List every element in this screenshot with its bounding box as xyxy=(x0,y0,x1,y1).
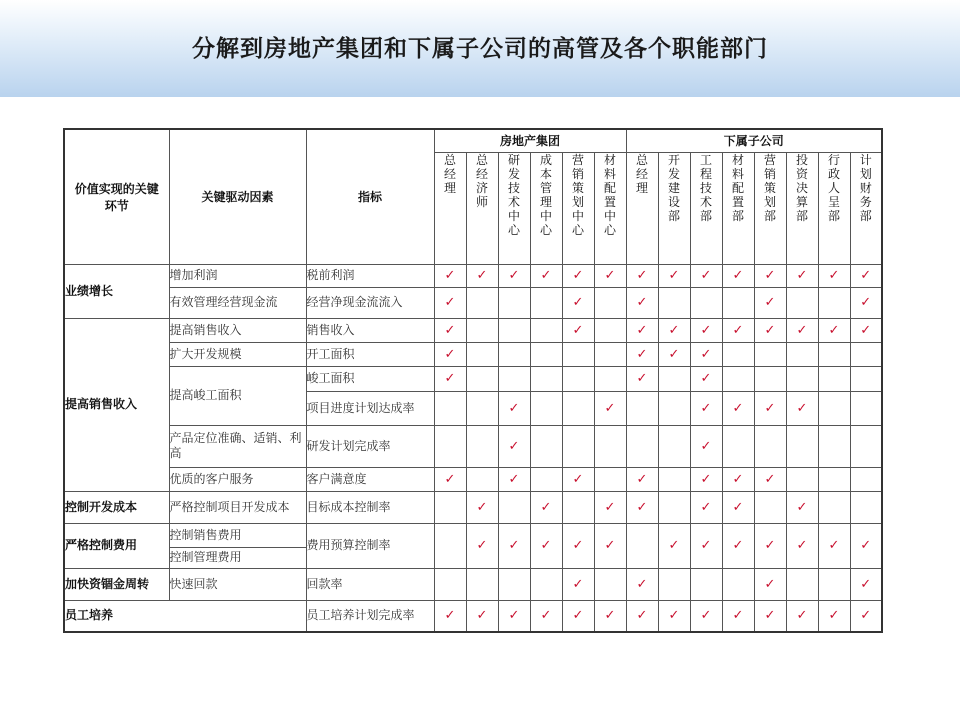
checkmark-icon: ✓ xyxy=(434,264,466,287)
empty-cell xyxy=(466,366,498,391)
checkmark-icon: ✓ xyxy=(850,600,882,632)
column-header-label: 材料配置中心 xyxy=(603,152,616,237)
checkmark-icon: ✓ xyxy=(626,342,658,366)
empty-cell xyxy=(850,425,882,467)
column-header-label: 总经理 xyxy=(443,152,456,195)
checkmark-icon: ✓ xyxy=(562,467,594,491)
empty-cell xyxy=(498,287,530,318)
stage-cell: 提高销售收入 xyxy=(64,318,169,491)
empty-cell xyxy=(818,342,850,366)
header-stage: 价值实现的关键环节 xyxy=(64,129,169,264)
checkmark-icon: ✓ xyxy=(690,467,722,491)
checkmark-icon: ✓ xyxy=(754,600,786,632)
empty-cell xyxy=(722,425,754,467)
checkmark-icon: ✓ xyxy=(722,523,754,568)
checkmark-icon: ✓ xyxy=(530,491,562,523)
empty-cell xyxy=(754,491,786,523)
column-header-label: 投资决算部 xyxy=(795,152,808,223)
checkmark-icon: ✓ xyxy=(498,425,530,467)
empty-cell xyxy=(594,568,626,600)
checkmark-icon: ✓ xyxy=(562,600,594,632)
empty-cell xyxy=(466,568,498,600)
driver-cell: 快速回款 xyxy=(169,568,306,600)
checkmark-icon: ✓ xyxy=(530,600,562,632)
empty-cell xyxy=(466,287,498,318)
checkmark-icon: ✓ xyxy=(594,600,626,632)
driver-cell: 增加利润 xyxy=(169,264,306,287)
indicator-cell: 项目进度计划达成率 xyxy=(306,391,434,425)
empty-cell xyxy=(850,391,882,425)
checkmark-icon: ✓ xyxy=(850,568,882,600)
table-row xyxy=(64,318,882,342)
empty-cell xyxy=(658,568,690,600)
empty-cell xyxy=(626,391,658,425)
checkmark-icon: ✓ xyxy=(658,523,690,568)
empty-cell xyxy=(466,318,498,342)
column-header-3 xyxy=(530,152,562,264)
table-row xyxy=(64,467,882,491)
checkmark-icon: ✓ xyxy=(434,342,466,366)
empty-cell xyxy=(818,467,850,491)
empty-cell xyxy=(626,425,658,467)
checkmark-icon: ✓ xyxy=(818,264,850,287)
stage-cell: 控制开发成本 xyxy=(64,491,169,523)
table-row xyxy=(64,264,882,287)
checkmark-icon: ✓ xyxy=(658,342,690,366)
checkmark-icon: ✓ xyxy=(722,264,754,287)
indicator-cell: 峻工面积 xyxy=(306,366,434,391)
column-header-6 xyxy=(626,152,658,264)
empty-cell xyxy=(530,467,562,491)
empty-cell xyxy=(818,287,850,318)
empty-cell xyxy=(850,342,882,366)
checkmark-icon: ✓ xyxy=(754,391,786,425)
checkmark-icon: ✓ xyxy=(658,264,690,287)
empty-cell xyxy=(434,568,466,600)
checkmark-icon: ✓ xyxy=(498,391,530,425)
responsibility-matrix xyxy=(63,128,883,633)
indicator-cell: 开工面积 xyxy=(306,342,434,366)
column-header-label: 营销策划部 xyxy=(763,152,776,223)
table-row xyxy=(64,425,882,467)
column-header-1 xyxy=(466,152,498,264)
checkmark-icon: ✓ xyxy=(690,425,722,467)
checkmark-icon: ✓ xyxy=(818,600,850,632)
empty-cell xyxy=(562,425,594,467)
checkmark-icon: ✓ xyxy=(466,264,498,287)
empty-cell xyxy=(658,491,690,523)
empty-cell xyxy=(594,287,626,318)
checkmark-icon: ✓ xyxy=(786,523,818,568)
checkmark-icon: ✓ xyxy=(754,264,786,287)
empty-cell xyxy=(562,366,594,391)
checkmark-icon: ✓ xyxy=(754,467,786,491)
checkmark-icon: ✓ xyxy=(690,264,722,287)
empty-cell xyxy=(530,568,562,600)
driver-cell: 扩大开发规模 xyxy=(169,342,306,366)
checkmark-icon: ✓ xyxy=(786,264,818,287)
empty-cell xyxy=(594,467,626,491)
column-header-9 xyxy=(722,152,754,264)
empty-cell xyxy=(786,366,818,391)
checkmark-icon: ✓ xyxy=(722,391,754,425)
column-header-label: 计划财务部 xyxy=(859,152,872,223)
checkmark-icon: ✓ xyxy=(562,318,594,342)
checkmark-icon: ✓ xyxy=(690,342,722,366)
checkmark-icon: ✓ xyxy=(850,287,882,318)
table-row xyxy=(64,568,882,600)
table-row xyxy=(64,523,882,547)
checkmark-icon: ✓ xyxy=(690,391,722,425)
empty-cell xyxy=(722,342,754,366)
checkmark-icon: ✓ xyxy=(850,318,882,342)
checkmark-icon: ✓ xyxy=(786,491,818,523)
header-group-subsidiary: 下属子公司 xyxy=(626,129,882,152)
column-header-label: 开发建设部 xyxy=(667,152,680,223)
empty-cell xyxy=(594,425,626,467)
empty-cell xyxy=(850,467,882,491)
checkmark-icon: ✓ xyxy=(466,523,498,568)
driver-cell: 控制管理费用 xyxy=(169,547,306,568)
checkmark-icon: ✓ xyxy=(434,287,466,318)
checkmark-icon: ✓ xyxy=(754,318,786,342)
checkmark-icon: ✓ xyxy=(658,318,690,342)
checkmark-icon: ✓ xyxy=(594,523,626,568)
header-driver: 关键驱动因素 xyxy=(169,129,306,264)
column-header-label: 材料配置部 xyxy=(731,152,744,223)
empty-cell xyxy=(594,318,626,342)
empty-cell xyxy=(818,425,850,467)
empty-cell xyxy=(754,342,786,366)
stage-cell: 业绩增长 xyxy=(64,264,169,318)
driver-cell: 提高销售收入 xyxy=(169,318,306,342)
checkmark-icon: ✓ xyxy=(626,600,658,632)
stage-cell: 员工培养 xyxy=(64,600,306,632)
checkmark-icon: ✓ xyxy=(562,523,594,568)
table-row xyxy=(64,287,882,318)
column-header-8 xyxy=(690,152,722,264)
checkmark-icon: ✓ xyxy=(498,264,530,287)
checkmark-icon: ✓ xyxy=(498,600,530,632)
checkmark-icon: ✓ xyxy=(434,318,466,342)
driver-cell: 产品定位准确、适销、利高 xyxy=(169,425,306,467)
indicator-cell: 回款率 xyxy=(306,568,434,600)
empty-cell xyxy=(562,491,594,523)
checkmark-icon: ✓ xyxy=(626,318,658,342)
column-header-2 xyxy=(498,152,530,264)
empty-cell xyxy=(690,287,722,318)
column-header-0 xyxy=(434,152,466,264)
empty-cell xyxy=(786,467,818,491)
checkmark-icon: ✓ xyxy=(594,391,626,425)
empty-cell xyxy=(626,523,658,568)
checkmark-icon: ✓ xyxy=(626,568,658,600)
empty-cell xyxy=(658,287,690,318)
checkmark-icon: ✓ xyxy=(786,391,818,425)
empty-cell xyxy=(818,391,850,425)
empty-cell xyxy=(754,366,786,391)
checkmark-icon: ✓ xyxy=(626,264,658,287)
empty-cell xyxy=(530,342,562,366)
empty-cell xyxy=(786,425,818,467)
empty-cell xyxy=(530,287,562,318)
column-header-12 xyxy=(818,152,850,264)
checkmark-icon: ✓ xyxy=(626,491,658,523)
checkmark-icon: ✓ xyxy=(530,264,562,287)
column-header-label: 工程技术部 xyxy=(699,152,712,223)
empty-cell xyxy=(658,425,690,467)
indicator-cell: 目标成本控制率 xyxy=(306,491,434,523)
table-row xyxy=(64,342,882,366)
checkmark-icon: ✓ xyxy=(594,264,626,287)
checkmark-icon: ✓ xyxy=(530,523,562,568)
empty-cell xyxy=(498,342,530,366)
checkmark-icon: ✓ xyxy=(626,366,658,391)
empty-cell xyxy=(786,342,818,366)
stage-cell: 加快资锢金周转 xyxy=(64,568,169,600)
empty-cell xyxy=(498,318,530,342)
empty-cell xyxy=(818,366,850,391)
empty-cell xyxy=(818,568,850,600)
checkmark-icon: ✓ xyxy=(722,467,754,491)
checkmark-icon: ✓ xyxy=(466,491,498,523)
empty-cell xyxy=(530,391,562,425)
empty-cell xyxy=(850,366,882,391)
empty-cell xyxy=(594,342,626,366)
column-header-10 xyxy=(754,152,786,264)
checkmark-icon: ✓ xyxy=(562,568,594,600)
empty-cell xyxy=(658,391,690,425)
column-header-label: 总经理 xyxy=(635,152,648,195)
driver-cell: 优质的客户服务 xyxy=(169,467,306,491)
checkmark-icon: ✓ xyxy=(434,467,466,491)
checkmark-icon: ✓ xyxy=(498,467,530,491)
checkmark-icon: ✓ xyxy=(626,287,658,318)
empty-cell xyxy=(658,366,690,391)
empty-cell xyxy=(754,425,786,467)
checkmark-icon: ✓ xyxy=(466,600,498,632)
empty-cell xyxy=(498,568,530,600)
driver-cell: 有效管理经营现金流 xyxy=(169,287,306,318)
slide-title: 分解到房地产集团和下属子公司的高管及各个职能部门 xyxy=(192,36,768,62)
checkmark-icon: ✓ xyxy=(754,287,786,318)
empty-cell xyxy=(786,287,818,318)
empty-cell xyxy=(530,318,562,342)
checkmark-icon: ✓ xyxy=(818,318,850,342)
empty-cell xyxy=(498,366,530,391)
empty-cell xyxy=(434,391,466,425)
empty-cell xyxy=(562,342,594,366)
empty-cell xyxy=(690,568,722,600)
empty-cell xyxy=(466,391,498,425)
empty-cell xyxy=(562,391,594,425)
empty-cell xyxy=(434,523,466,568)
checkmark-icon: ✓ xyxy=(786,600,818,632)
checkmark-icon: ✓ xyxy=(658,600,690,632)
checkmark-icon: ✓ xyxy=(754,523,786,568)
empty-cell xyxy=(722,366,754,391)
driver-cell: 控制销售费用 xyxy=(169,523,306,547)
checkmark-icon: ✓ xyxy=(722,600,754,632)
indicator-cell: 费用预算控制率 xyxy=(306,523,434,568)
empty-cell xyxy=(434,425,466,467)
driver-cell: 严格控制项目开发成本 xyxy=(169,491,306,523)
indicator-cell: 销售收入 xyxy=(306,318,434,342)
checkmark-icon: ✓ xyxy=(562,264,594,287)
empty-cell xyxy=(850,491,882,523)
empty-cell xyxy=(818,491,850,523)
table-row xyxy=(64,366,882,391)
empty-cell xyxy=(594,366,626,391)
column-header-11 xyxy=(786,152,818,264)
checkmark-icon: ✓ xyxy=(786,318,818,342)
column-header-4 xyxy=(562,152,594,264)
empty-cell xyxy=(530,425,562,467)
checkmark-icon: ✓ xyxy=(562,287,594,318)
empty-cell xyxy=(466,342,498,366)
indicator-cell: 研发计划完成率 xyxy=(306,425,434,467)
stage-cell: 严格控制费用 xyxy=(64,523,169,568)
table-row xyxy=(64,600,882,632)
empty-cell xyxy=(658,467,690,491)
indicator-cell: 员工培养计划完成率 xyxy=(306,600,434,632)
column-header-label: 研发技术中心 xyxy=(507,152,520,237)
column-header-label: 营销策划中心 xyxy=(571,152,584,237)
checkmark-icon: ✓ xyxy=(722,318,754,342)
column-header-5 xyxy=(594,152,626,264)
checkmark-icon: ✓ xyxy=(690,366,722,391)
checkmark-icon: ✓ xyxy=(754,568,786,600)
header-indicator: 指标 xyxy=(306,129,434,264)
indicator-cell: 税前利润 xyxy=(306,264,434,287)
checkmark-icon: ✓ xyxy=(434,600,466,632)
checkmark-icon: ✓ xyxy=(850,523,882,568)
empty-cell xyxy=(722,287,754,318)
column-header-13 xyxy=(850,152,882,264)
checkmark-icon: ✓ xyxy=(690,600,722,632)
checkmark-icon: ✓ xyxy=(690,318,722,342)
checkmark-icon: ✓ xyxy=(498,523,530,568)
checkmark-icon: ✓ xyxy=(818,523,850,568)
empty-cell xyxy=(530,366,562,391)
indicator-cell: 客户满意度 xyxy=(306,467,434,491)
empty-cell xyxy=(466,425,498,467)
column-header-7 xyxy=(658,152,690,264)
empty-cell xyxy=(786,568,818,600)
column-header-label: 成本管理中心 xyxy=(539,152,552,237)
checkmark-icon: ✓ xyxy=(594,491,626,523)
indicator-cell: 经营净现金流流入 xyxy=(306,287,434,318)
checkmark-icon: ✓ xyxy=(850,264,882,287)
checkmark-icon: ✓ xyxy=(690,523,722,568)
empty-cell xyxy=(498,491,530,523)
table-row xyxy=(64,491,882,523)
column-header-label: 行政人呈部 xyxy=(827,152,840,223)
checkmark-icon: ✓ xyxy=(690,491,722,523)
checkmark-icon: ✓ xyxy=(434,366,466,391)
header-group-real-estate: 房地产集团 xyxy=(434,129,626,152)
checkmark-icon: ✓ xyxy=(722,491,754,523)
checkmark-icon: ✓ xyxy=(626,467,658,491)
empty-cell xyxy=(722,568,754,600)
column-header-label: 总经济师 xyxy=(475,152,488,209)
empty-cell xyxy=(434,491,466,523)
empty-cell xyxy=(466,467,498,491)
driver-cell: 提高峻工面积 xyxy=(169,366,306,425)
